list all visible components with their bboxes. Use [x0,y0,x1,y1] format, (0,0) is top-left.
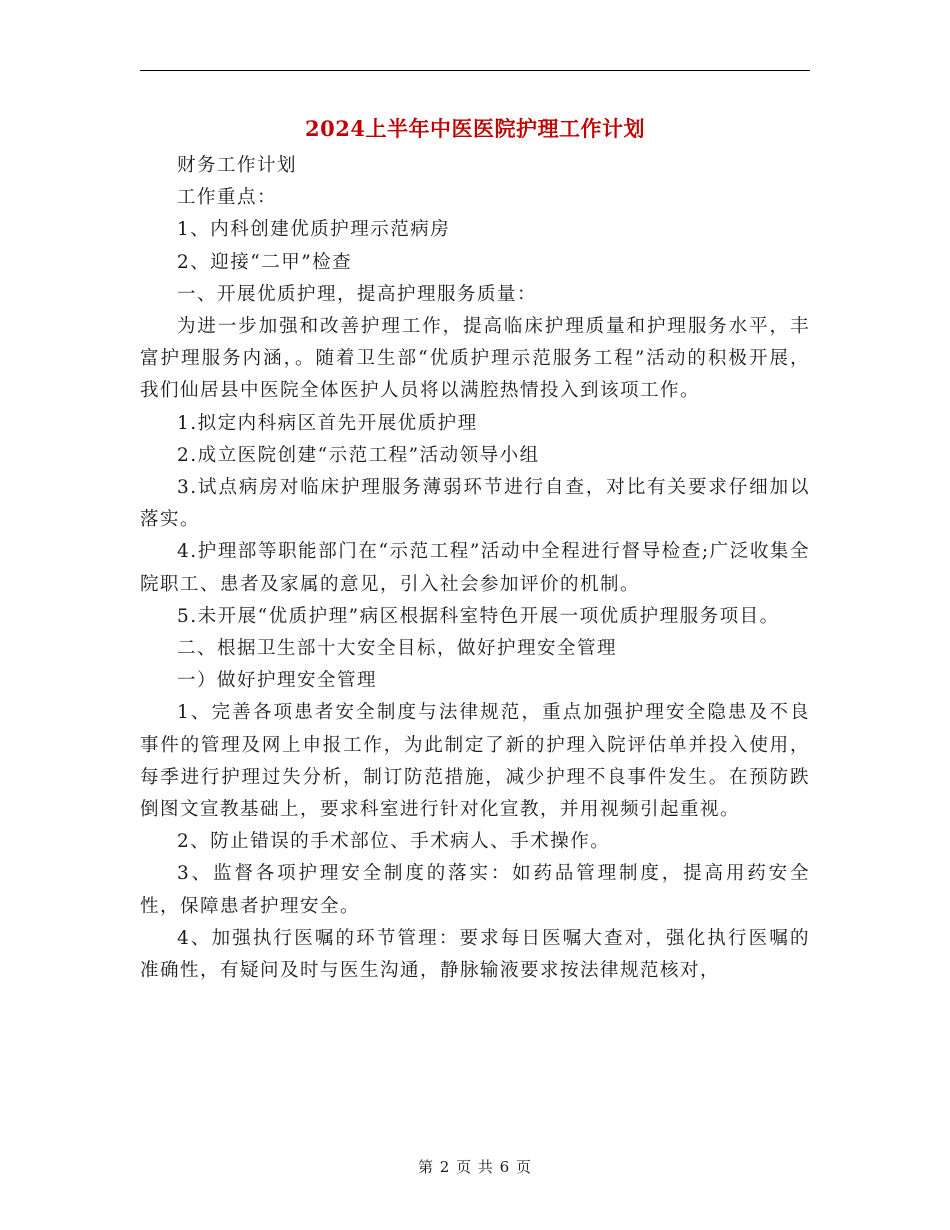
paragraph: 2、迎接“二甲”检查 [177,251,353,273]
document-title: 2024上半年中医医院护理工作计划 [305,116,645,141]
paragraph: 1.拟定内科病区首先开展优质护理 [177,412,478,434]
paragraph: 1、内科创建优质护理示范病房 [177,219,451,241]
paragraph: 5.未开展“优质护理”病区根据科室特色开展一项优质护理服务项目。 [177,605,780,627]
paragraph: 1、完善各项患者安全制度与法律规范，重点加强护理安全隐患及不良事件的管理及网上申报工作，为此制定了新的护理入院评估单并投入使用，每季进行护理过失分析，制订防范措施，减少护理不良事件发生。在预防跌倒图文宣教基础上，要求科室进行针对化宣教，并用视频引起重视。 [140,702,810,821]
section-heading: 二、根据卫生部十大安全目标，做好护理安全管理 [177,638,618,660]
paragraph: 4、加强执行医嘱的环节管理：要求每日医嘱大查对，强化执行医嘱的准确性，有疑问及时与医生沟通，静脉输液要求按法律规范核对， [140,927,810,982]
document-body [140,150,810,987]
paragraph: 3、监督各项护理安全制度的落实：如药品管理制度，提高用药安全性，保障患者护理安全。 [140,863,810,917]
section-heading: 一、开展优质护理，提高护理服务质量： [177,283,538,305]
paragraph: 4.护理部等职能部门在“示范工程”活动中全程进行督导检查;广泛收集全院职工、患者及家属的意见，引入社会参加评价的机制。 [140,541,810,595]
subsection-heading: 一）做好护理安全管理 [177,670,378,692]
paragraph: 为进一步加强和改善护理工作，提高临床护理质量和护理服务水平，丰富护理服务内涵，。随着卫生部“优质护理示范服务工程”活动的积极开展，我们仙居县中医院全体医护人员将以满腔热情投入到该项工作。 [140,316,810,402]
paragraph: 2、防止错误的手术部位、手术病人、手术操作。 [177,831,611,853]
paragraph: 工作重点： [177,187,278,209]
header-rule [140,70,810,71]
paragraph: 3.试点病房对临床护理服务薄弱环节进行自查，对比有关要求仔细加以落实。 [140,477,810,531]
paragraph: 财务工作计划 [177,155,298,176]
page-footer: 第 2 页 共 6 页 [418,1158,532,1176]
paragraph: 2.成立医院创建“示范工程”活动领导小组 [177,444,540,466]
